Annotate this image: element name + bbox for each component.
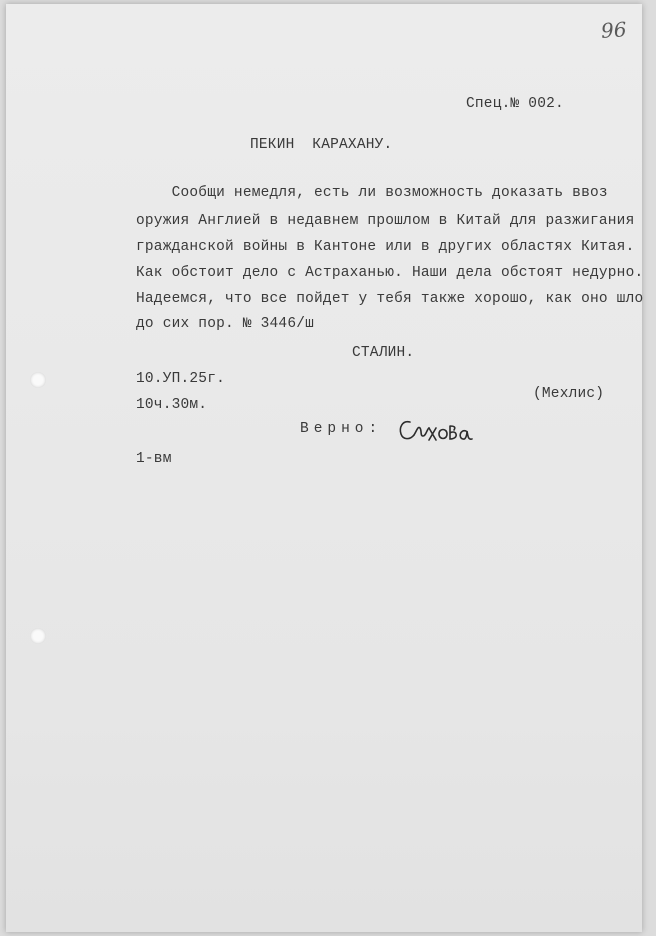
body-line: Надеемся, что все пойдет у тебя также хорошо, как оно шло (136, 291, 644, 307)
reference-number: Спец.№ 002. (466, 96, 564, 112)
certified-label: Верно: (300, 421, 383, 437)
body-line: гражданской войны в Кантоне или в других областях Китая. (136, 239, 635, 255)
date: 10.УП.25г. (136, 371, 226, 387)
document-page (6, 4, 642, 932)
addressee: ПЕКИН КАРАХАНУ. (250, 137, 393, 153)
punch-hole-bottom (30, 628, 46, 644)
page-number: 96 (599, 17, 627, 43)
body-line: оружия Англией в недавнем прошлом в Китай для разжигания (136, 213, 635, 229)
time: 10ч.30м. (136, 397, 208, 413)
punch-hole-top (30, 372, 46, 388)
handwritten-signature (396, 414, 476, 448)
body-line: Как обстоит дело с Астраханью. Наши дела обстоят недурно. (136, 265, 644, 281)
copier-name: (Мехлис) (533, 386, 605, 402)
signatory: СТАЛИН. (352, 345, 415, 361)
body-line: до сих пор. № 3446/ш (136, 316, 315, 332)
copy-mark: 1-вм (136, 451, 172, 467)
body-line: Сообщи немедля, есть ли возможность доказать ввоз (136, 185, 608, 201)
